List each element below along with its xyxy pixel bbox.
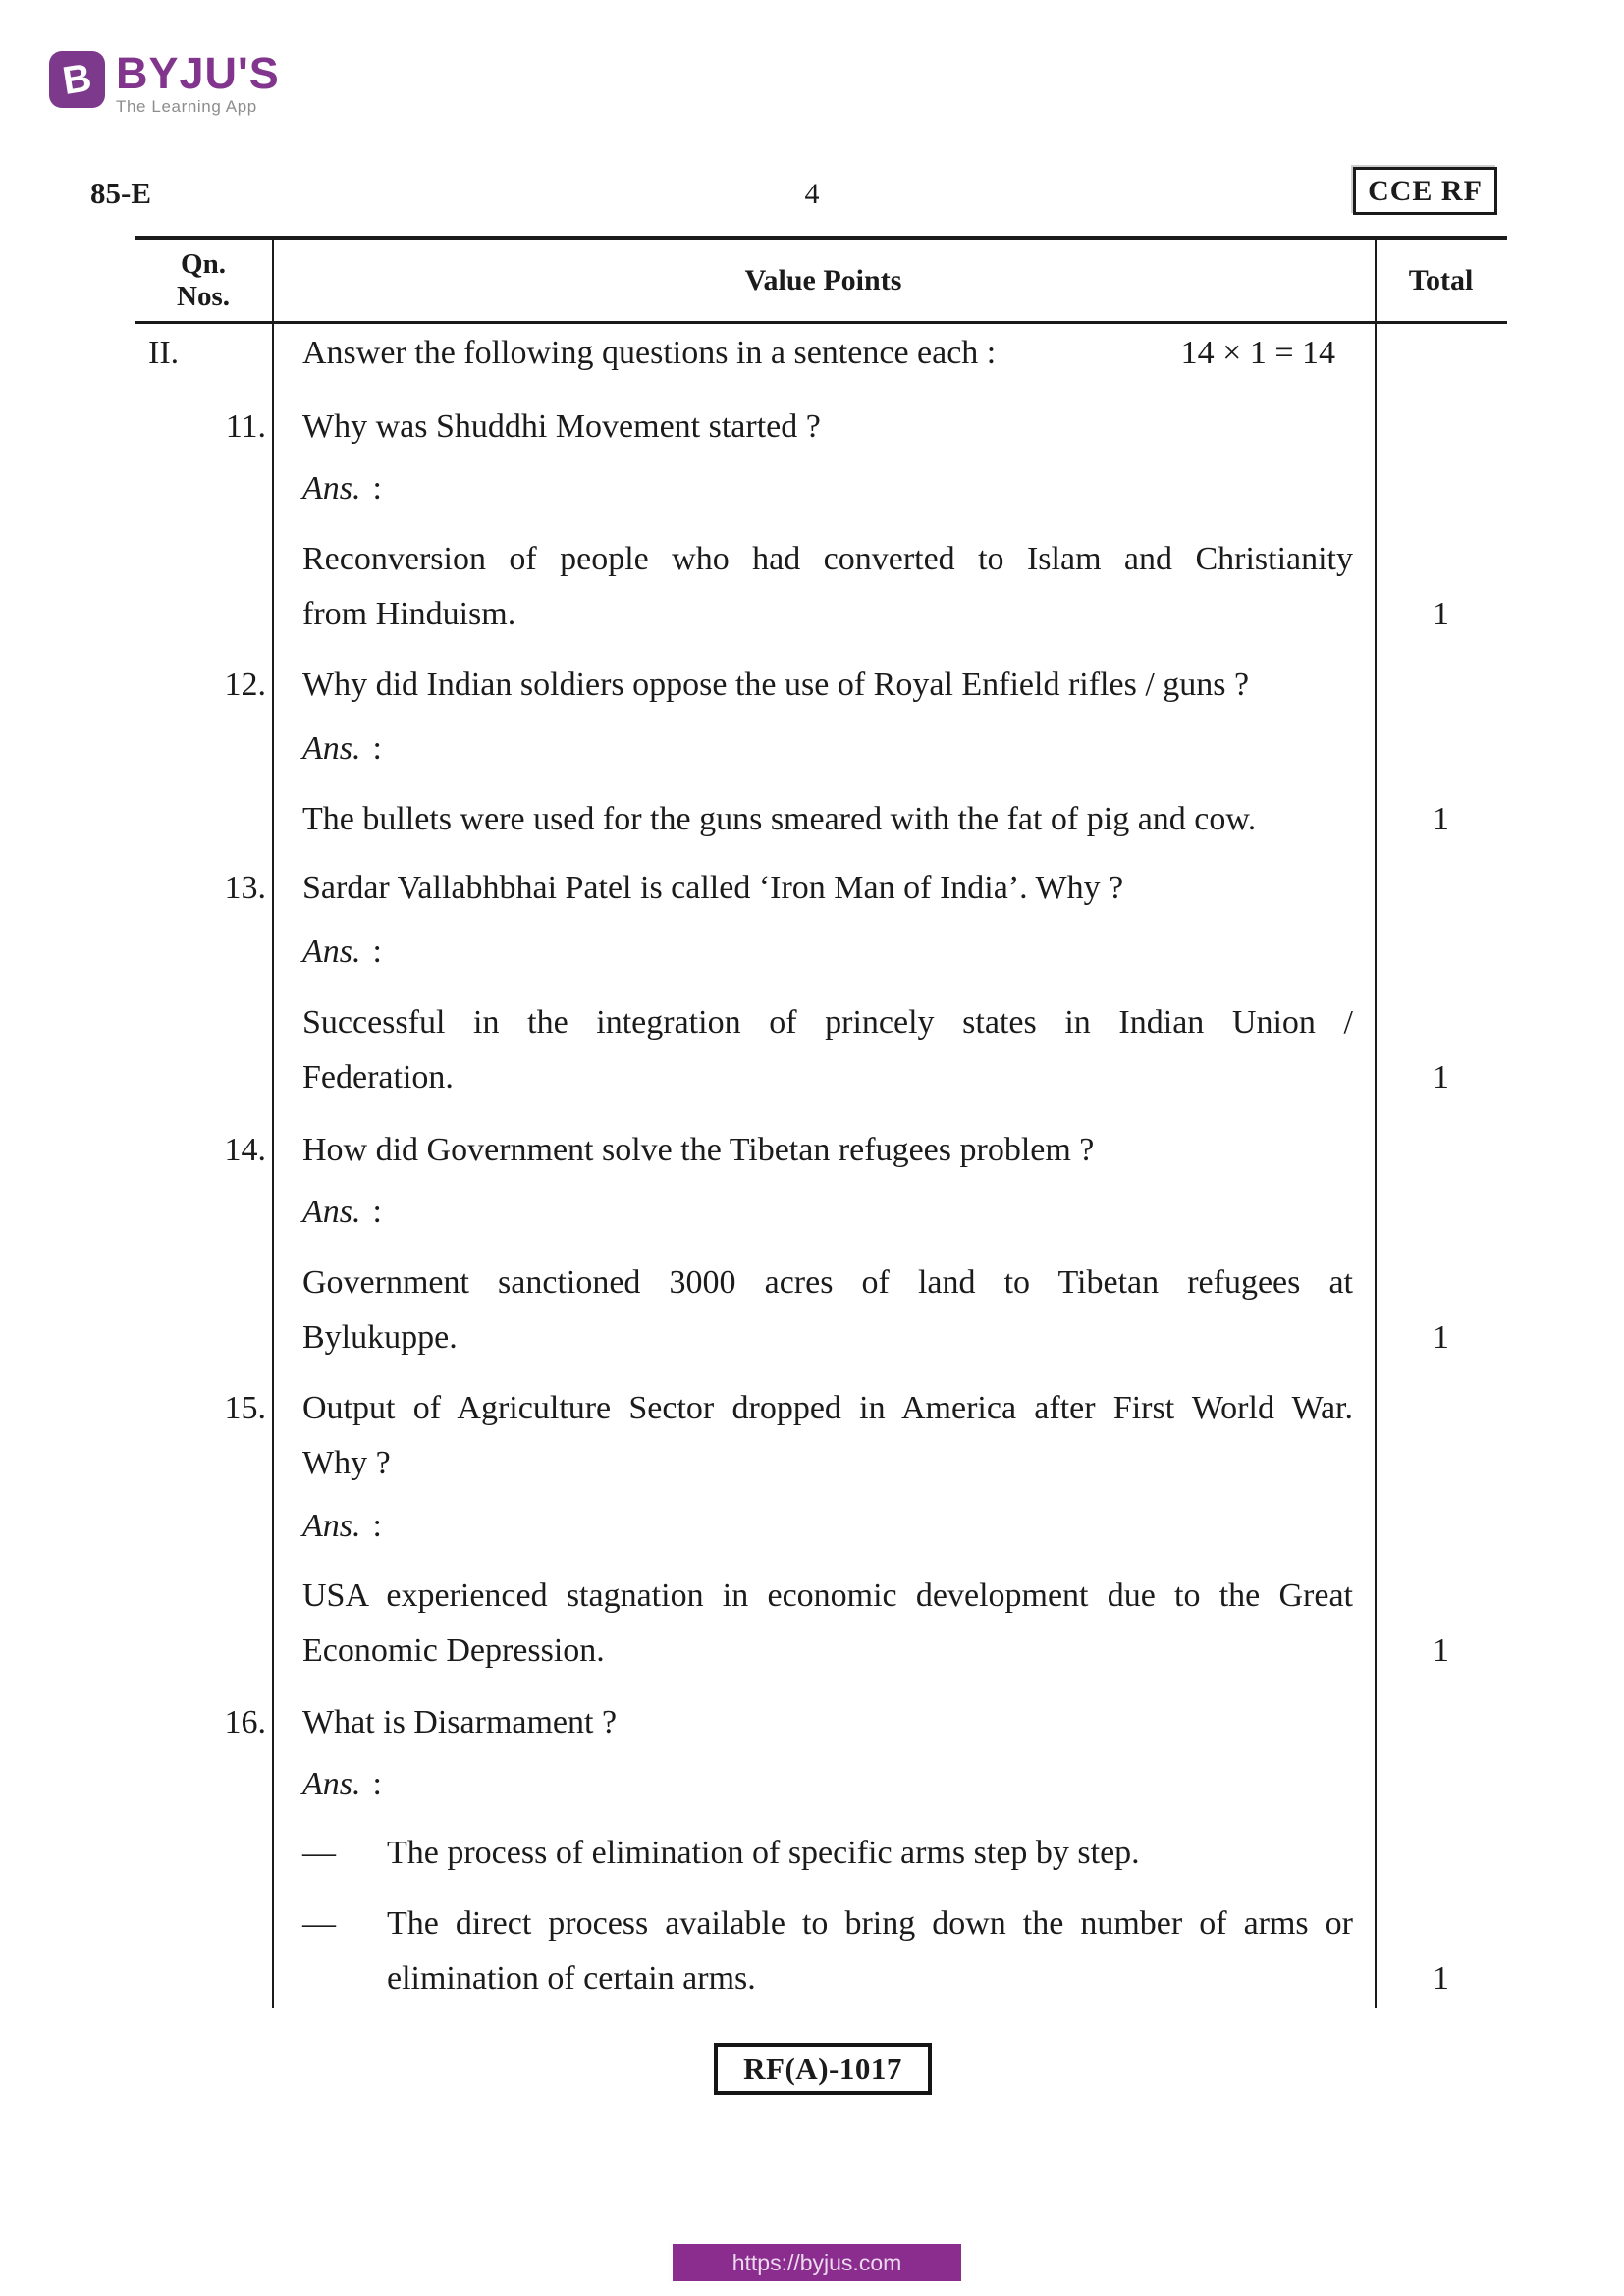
table-divider-right — [1375, 236, 1377, 2008]
section-instruction: Answer the following questions in a sentence each : — [302, 335, 997, 371]
ans-label-cell — [272, 1499, 1375, 1554]
total-cell — [1375, 658, 1507, 713]
bullet-item — [272, 1896, 1375, 2006]
question-number-empty — [135, 1499, 272, 1554]
cce-rf-badge: CCE RF — [1353, 167, 1497, 215]
ans-label-cell — [272, 925, 1375, 980]
total-cell — [1375, 861, 1507, 916]
total-cell — [1375, 1757, 1507, 1812]
answer-line: Economic Depression. — [302, 1632, 605, 1669]
question-text — [272, 1381, 1375, 1491]
bullet-line: The process of elimination of specific arms step by step. — [387, 1835, 1140, 1871]
byjus-logo — [49, 48, 280, 117]
answer-row-14 — [135, 1255, 1507, 1365]
answer-line: from Hinduism. — [302, 596, 516, 632]
total-cell — [1375, 1185, 1507, 1240]
question-row-15 — [135, 1381, 1507, 1491]
total-marks: 1 — [1433, 1059, 1449, 1095]
ans-label-cell — [272, 461, 1375, 516]
question-text: Why did Indian soldiers oppose the use of Royal Enfield rifles / guns ? — [302, 667, 1250, 703]
bullet-line: elimination of certain arms. — [387, 1960, 756, 1997]
section-row — [135, 326, 1507, 381]
question-number-empty — [135, 792, 272, 847]
answer-row-11 — [135, 532, 1507, 642]
column-header-value-points: Value Points — [744, 263, 902, 296]
question-number-empty — [135, 1826, 272, 1881]
page-number: 4 — [804, 178, 820, 210]
answer-text — [272, 1569, 1375, 1679]
answer-line: USA experienced stagnation in economic development due to the Great — [302, 1577, 1353, 1614]
ans-colon: : — [372, 1766, 382, 1802]
ans-colon: : — [372, 470, 382, 507]
question-number: 14. — [224, 1132, 266, 1168]
total-cell — [1375, 461, 1507, 516]
ans-label-row — [135, 1185, 1507, 1240]
question-number: 15. — [224, 1390, 266, 1426]
ans-label-row — [135, 1499, 1507, 1554]
question-number-empty — [135, 461, 272, 516]
total-cell — [1375, 1381, 1507, 1491]
ans-label: Ans. — [302, 1194, 361, 1230]
ans-label-row — [135, 721, 1507, 776]
question-row-11 — [135, 400, 1507, 454]
ans-colon: : — [372, 934, 382, 970]
byjus-logo-letter: B — [59, 55, 95, 103]
total-marks: 1 — [1433, 596, 1449, 632]
brand-name: BYJU'S — [116, 48, 280, 98]
answer-line: Federation. — [302, 1059, 454, 1095]
question-text: Why was Shuddhi Movement started ? — [302, 408, 821, 445]
question-number-empty — [135, 532, 272, 642]
answer-line: Successful in the integration of princely states in Indian Union / — [302, 1004, 1353, 1041]
paper-code: 85-E — [90, 176, 151, 210]
ans-label: Ans. — [302, 730, 361, 767]
answer-line: The bullets were used for the guns smeared with the fat of pig and cow. — [302, 801, 1257, 837]
total-cell — [1375, 400, 1507, 454]
byjus-brand-block — [116, 48, 280, 117]
bullet-text — [387, 1896, 1353, 2006]
section-instruction-cell — [272, 326, 1375, 381]
answer-bullet-row-1 — [135, 1826, 1507, 1881]
answer-row-12 — [135, 792, 1507, 847]
ans-label: Ans. — [302, 1508, 361, 1544]
ans-colon: : — [372, 1194, 382, 1230]
question-number-empty — [135, 1185, 272, 1240]
total-marks: 1 — [1433, 1960, 1449, 1997]
byjus-logo-mark-icon — [49, 51, 105, 108]
section-marks: 14 × 1 = 14 — [1180, 335, 1335, 371]
document-code-box: RF(A)-1017 — [714, 2043, 932, 2095]
section-number: II. — [148, 335, 180, 371]
ans-colon: : — [372, 730, 382, 767]
answer-bullet-row-2 — [135, 1896, 1507, 2006]
answer-text — [272, 995, 1375, 1105]
ans-label: Ans. — [302, 1766, 361, 1802]
answer-line: Government sanctioned 3000 acres of land to Tibetan refugees at — [302, 1264, 1353, 1301]
total-marks: 1 — [1433, 801, 1449, 837]
ans-label-cell — [272, 721, 1375, 776]
total-cell — [1375, 1695, 1507, 1750]
answer-text — [272, 792, 1375, 847]
ans-label-row — [135, 925, 1507, 980]
answer-text — [272, 1255, 1375, 1365]
question-row-12 — [135, 658, 1507, 713]
question-row-14 — [135, 1123, 1507, 1178]
total-cell — [1375, 1826, 1507, 1881]
question-line: Why ? — [302, 1445, 391, 1481]
ans-label-cell — [272, 1185, 1375, 1240]
qn-header-line1: Qn. — [181, 247, 226, 280]
question-number: 12. — [224, 667, 266, 703]
total-cell — [1375, 326, 1507, 381]
question-line: Output of Agriculture Sector dropped in America after First World War. — [302, 1390, 1353, 1426]
bullet-dash: — — [302, 1835, 336, 1871]
question-number: 13. — [224, 870, 266, 906]
question-number-empty — [135, 995, 272, 1105]
total-cell — [1375, 1499, 1507, 1554]
question-row-16 — [135, 1695, 1507, 1750]
total-marks: 1 — [1433, 1632, 1449, 1669]
bullet-line: The direct process available to bring down the number of arms or — [387, 1905, 1353, 1942]
answer-row-15 — [135, 1569, 1507, 1679]
bullet-item — [272, 1826, 1375, 1881]
question-row-13 — [135, 861, 1507, 916]
column-header-qn-nos — [135, 248, 272, 313]
question-text: What is Disarmament ? — [302, 1704, 618, 1740]
byjus-url-link[interactable]: https://byjus.com — [673, 2244, 961, 2281]
answer-text — [272, 532, 1375, 642]
bullet-text — [387, 1826, 1353, 1881]
answer-line: Reconversion of people who had converted to Islam and Christianity — [302, 541, 1353, 577]
column-header-total: Total — [1408, 263, 1474, 296]
answer-line: Bylukuppe. — [302, 1319, 458, 1356]
question-number-empty — [135, 925, 272, 980]
total-cell — [1375, 925, 1507, 980]
bullet-dash: — — [302, 1905, 336, 1942]
ans-label-row — [135, 1757, 1507, 1812]
table-header-row — [135, 236, 1507, 324]
total-cell — [1375, 721, 1507, 776]
table-divider-left — [272, 236, 274, 2008]
table-body — [135, 324, 1507, 2006]
total-marks: 1 — [1433, 1319, 1449, 1356]
question-number-empty — [135, 1569, 272, 1679]
value-points-table — [135, 236, 1507, 2006]
question-number-empty — [135, 721, 272, 776]
ans-label-row — [135, 461, 1507, 516]
answer-row-13 — [135, 995, 1507, 1105]
total-cell — [1375, 1123, 1507, 1178]
qn-header-line2: Nos. — [177, 280, 230, 312]
brand-tagline: The Learning App — [116, 97, 257, 116]
ans-label: Ans. — [302, 470, 361, 507]
question-number-empty — [135, 1757, 272, 1812]
question-number: 16. — [224, 1704, 266, 1740]
question-number-empty — [135, 1255, 272, 1365]
question-number: 11. — [225, 408, 266, 445]
question-text: How did Government solve the Tibetan refugees problem ? — [302, 1132, 1095, 1168]
ans-label-cell — [272, 1757, 1375, 1812]
question-number-empty — [135, 1896, 272, 2006]
ans-label: Ans. — [302, 934, 361, 970]
question-text: Sardar Vallabhbhai Patel is called ‘Iron Man of India’. Why ? — [302, 870, 1124, 906]
ans-colon: : — [372, 1508, 382, 1544]
